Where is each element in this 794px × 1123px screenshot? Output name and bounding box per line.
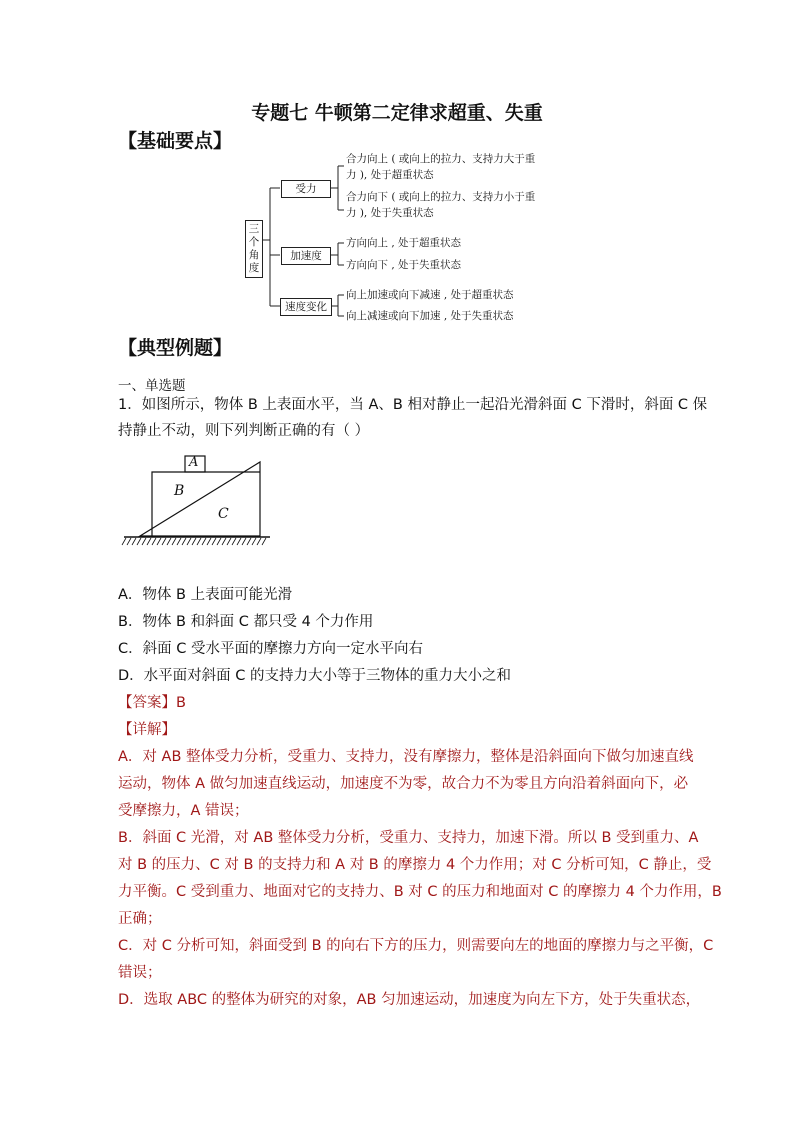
- ground-hatch: [242, 538, 246, 545]
- ground-hatch: [222, 538, 226, 545]
- ground-hatch: [202, 538, 206, 545]
- ground-hatch: [232, 538, 236, 545]
- label-b: B: [174, 483, 185, 499]
- ground-hatch: [172, 538, 176, 545]
- explanation-line: B．斜面 C 光滑，对 AB 整体受力分析，受重力、支持力，加速下滑。所以 B 受到重力、A: [118, 830, 699, 846]
- ground-hatch: [147, 538, 151, 545]
- ground-hatch: [217, 538, 221, 545]
- leaf-acc-down: 方向向下 , 处于失重状态: [346, 259, 462, 271]
- ground-hatch: [132, 538, 136, 545]
- ground-hatch: [192, 538, 196, 545]
- question-type: 一、单选题: [118, 378, 186, 394]
- section-heading-examples: 【典型例题】: [118, 337, 233, 359]
- ground-hatch: [127, 538, 131, 545]
- block-b: [152, 472, 260, 536]
- answer: 【答案】B: [118, 695, 186, 711]
- question-line-2: 持静止不动，则下列判断正确的有（ ）: [118, 423, 370, 439]
- explanation-line: 错误；: [118, 965, 162, 981]
- ground-hatch: [162, 538, 166, 545]
- ground-hatch: [122, 538, 126, 545]
- question-line-1: 1．如图所示，物体 B 上表面水平，当 A、B 相对静止一起沿光滑斜面 C 下滑时，斜面 C 保: [118, 397, 708, 413]
- label-a: A: [189, 455, 199, 470]
- option-c: C．斜面 C 受水平面的摩擦力方向一定水平向右: [118, 641, 423, 657]
- ground-hatch: [262, 538, 266, 545]
- ground-hatch: [167, 538, 171, 545]
- explanation-title: 【详解】: [118, 722, 176, 738]
- explanation-line: C．对 C 分析可知，斜面受到 B 的向右下方的压力，则需要向左的地面的摩擦力与之平衡，C: [118, 938, 714, 954]
- leaf-acc-up: 方向向上 , 处于超重状态: [346, 237, 462, 249]
- ground-hatch: [247, 538, 251, 545]
- explanation-line: 正确；: [118, 911, 162, 927]
- option-d: D．水平面对斜面 C 的支持力大小等于三物体的重力大小之和: [118, 668, 512, 684]
- explanation-line: 受摩擦力，A 错误；: [118, 803, 249, 819]
- leaf-force-up: 合力向上 ( 或向上的拉力、支持力大于重 力 ), 处于超重状态: [346, 153, 536, 181]
- ground-hatch: [182, 538, 186, 545]
- leaf-force-down: 合力向下 ( 或向上的拉力、支持力小于重 力 ), 处于失重状态: [346, 191, 536, 219]
- branch-force: 受力: [281, 180, 331, 198]
- ground-hatch: [207, 538, 211, 545]
- option-a: A．物体 B 上表面可能光滑: [118, 587, 293, 603]
- ground-hatch: [252, 538, 256, 545]
- ground-hatch: [237, 538, 241, 545]
- ground-hatch: [187, 538, 191, 545]
- page-title: 专题七 牛顿第二定律求超重、失重: [251, 102, 543, 124]
- ground-hatch: [152, 538, 156, 545]
- ground-hatch: [142, 538, 146, 545]
- section-heading-basics: 【基础要点】: [118, 130, 233, 152]
- ground-hatch: [177, 538, 181, 545]
- ground-hatch: [197, 538, 201, 545]
- explanation-line: D．选取 ABC 的整体为研究的对象，AB 匀加速运动，加速度为向左下方，处于失重状态，: [118, 992, 701, 1008]
- leaf-vel-down: 向上减速或向下加速 , 处于失重状态: [346, 310, 514, 322]
- option-b: B．物体 B 和斜面 C 都只受 4 个力作用: [118, 614, 374, 630]
- branch-velocity-change: 速度变化: [280, 298, 332, 316]
- ground-hatch: [137, 538, 141, 545]
- explanation-line: 运动，物体 A 做匀加速直线运动，加速度不为零，故合力不为零且方向沿着斜面向下，必: [118, 776, 689, 792]
- explanation-line: A．对 AB 整体受力分析，受重力、支持力，没有摩擦力，整体是沿斜面向下做匀加速直线: [118, 749, 694, 765]
- incline-c: [140, 462, 260, 536]
- diagram-root: 三个角度: [245, 220, 263, 278]
- ground-hatch: [257, 538, 261, 545]
- ground-hatch: [227, 538, 231, 545]
- leaf-vel-up: 向上加速或向下减速 , 处于超重状态: [346, 289, 514, 301]
- ground-hatch: [212, 538, 216, 545]
- branch-acceleration: 加速度: [281, 247, 331, 265]
- explanation-line: 力平衡。C 受到重力、地面对它的支持力、B 对 C 的压力和地面对 C 的摩擦力 4 个力作用，B: [118, 884, 722, 900]
- label-c: C: [218, 506, 229, 522]
- ground-hatch: [157, 538, 161, 545]
- explanation-line: 对 B 的压力、C 对 B 的支持力和 A 对 B 的摩擦力 4 个力作用；对 C 分析可知，C 静止，受: [118, 857, 712, 873]
